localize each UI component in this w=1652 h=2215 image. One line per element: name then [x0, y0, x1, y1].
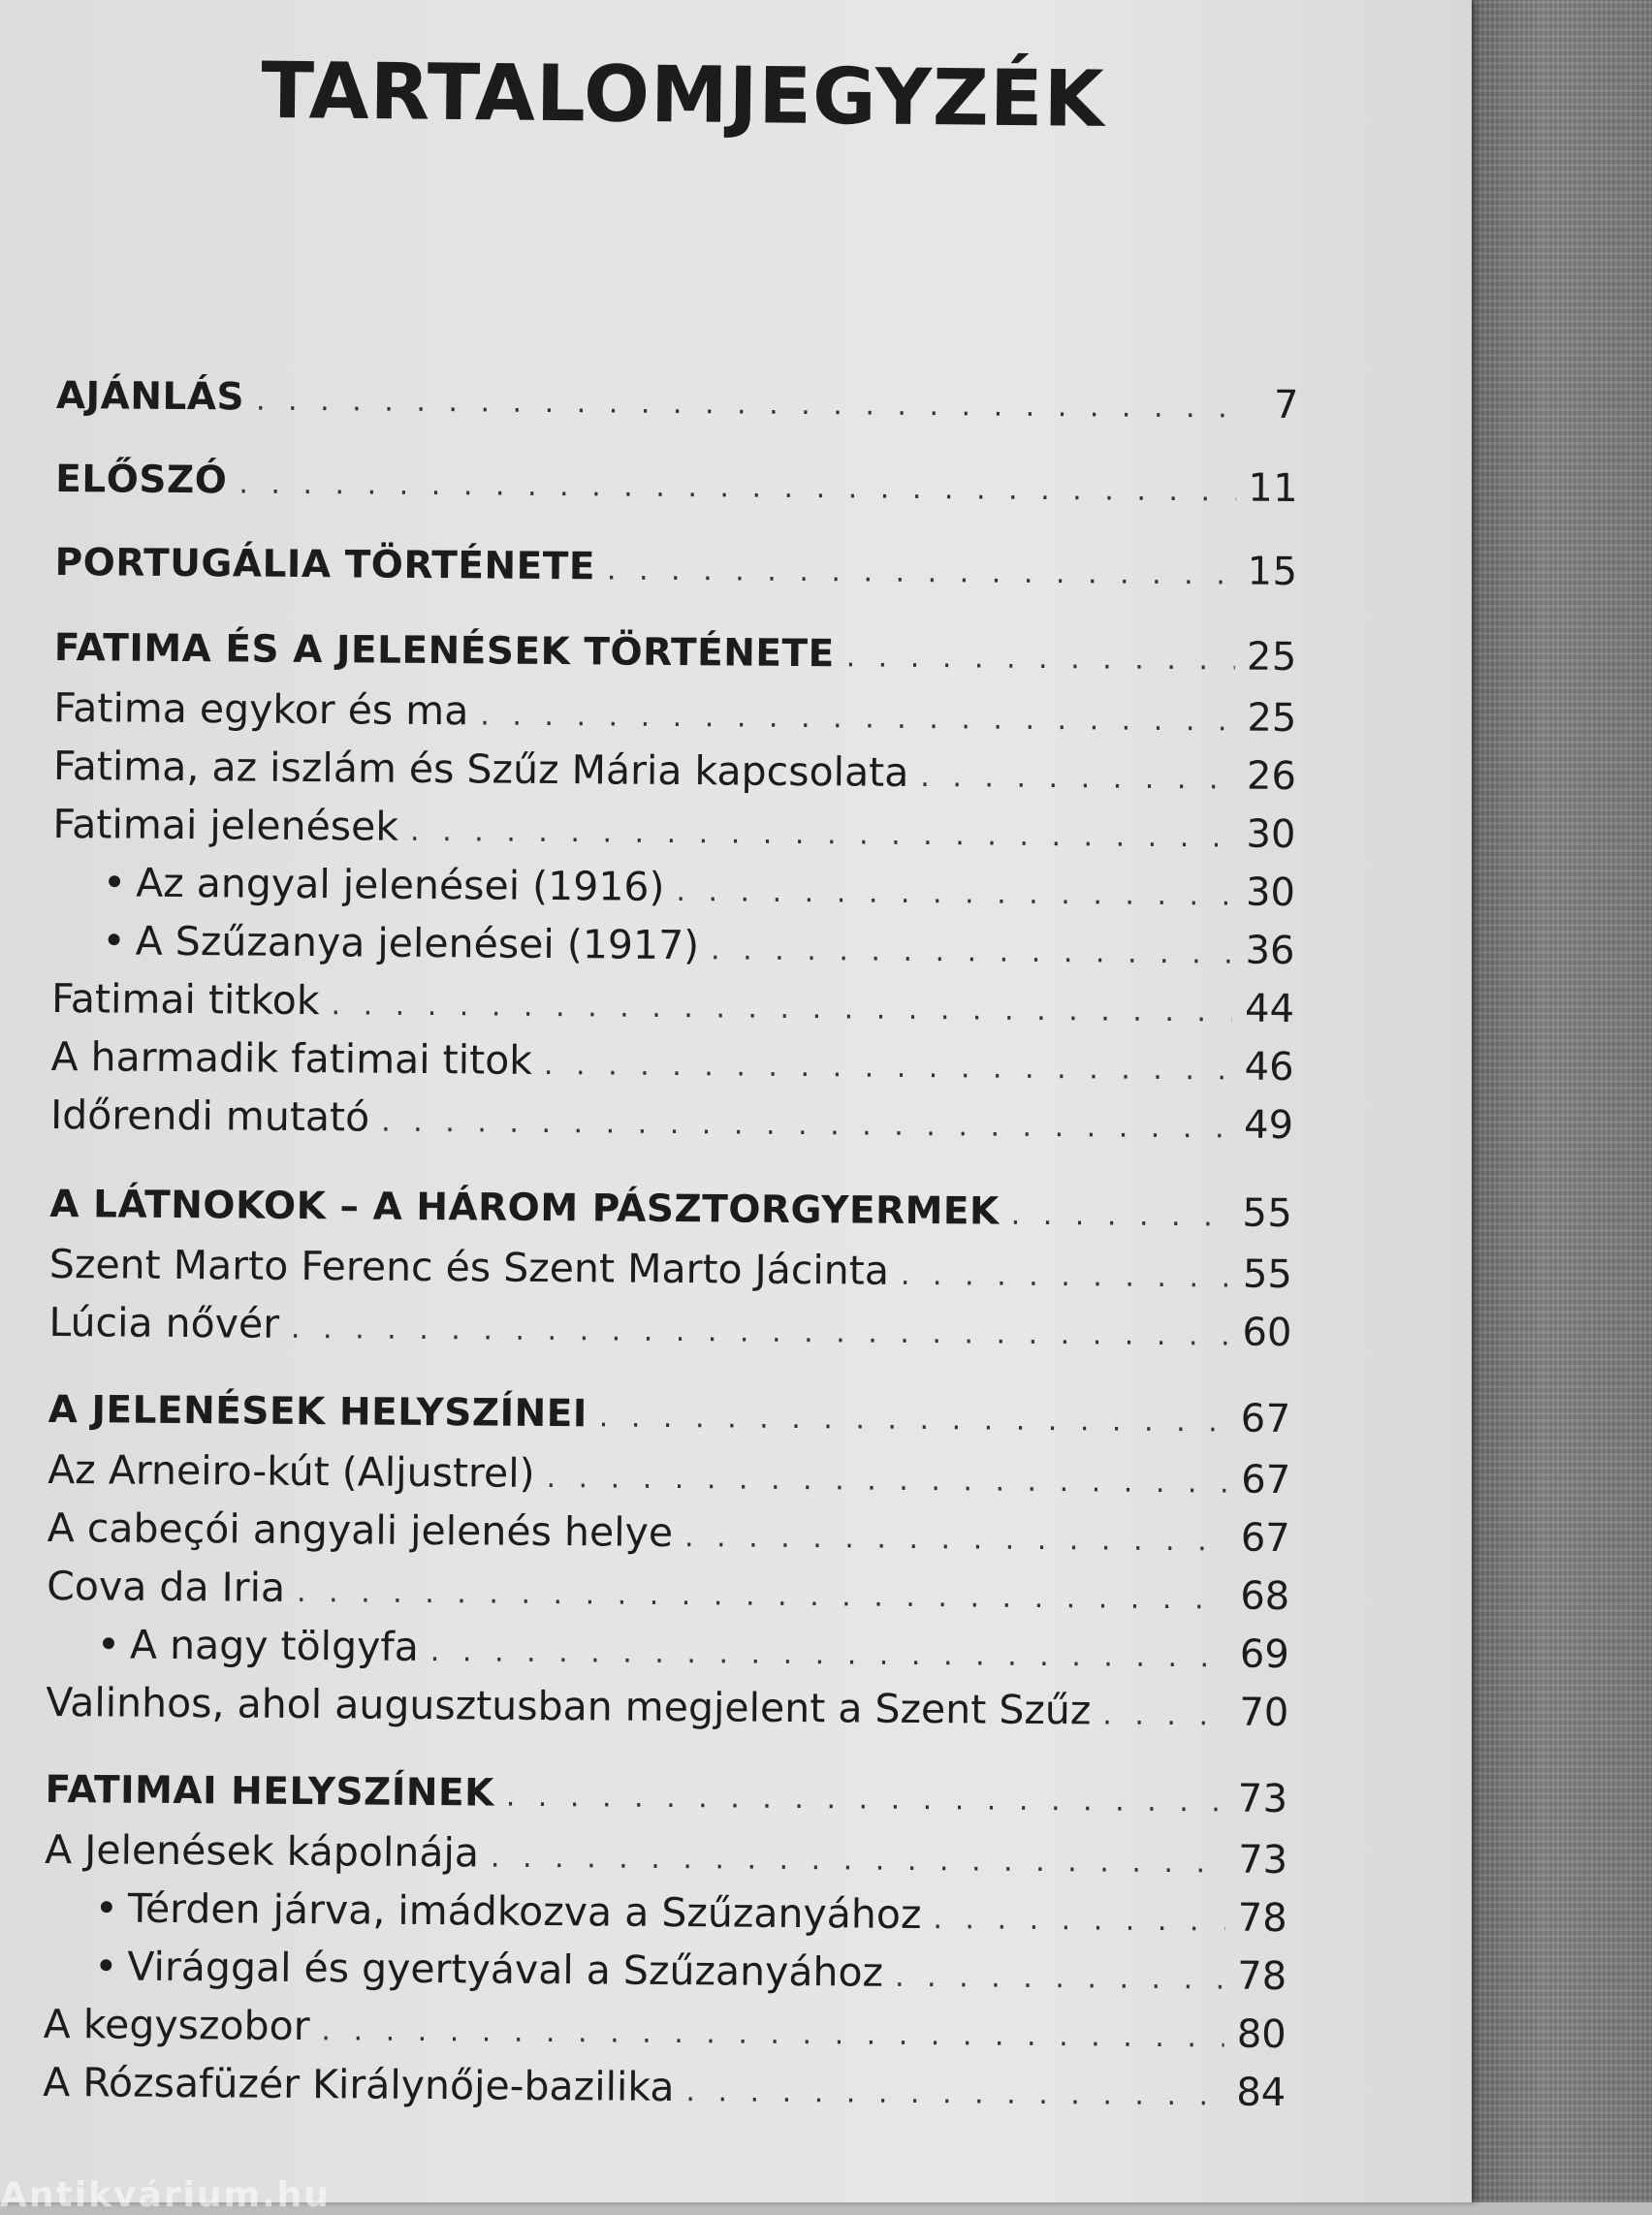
- toc-entry: [46, 1678, 1289, 1736]
- toc-entry-label: Szent Marto Ferenc és Szent Marto Jácinta: [48, 1240, 890, 1294]
- toc-entry-page: 80: [1236, 2011, 1287, 2058]
- toc-entry-text: A nagy tölgyfa: [129, 1621, 420, 1670]
- leader-dots: [607, 555, 1236, 589]
- toc-entry: [48, 1298, 1292, 1356]
- toc-entry-label: Fatimai titkok: [50, 974, 320, 1025]
- toc-entry-page: 73: [1238, 1837, 1288, 1883]
- toc-entry-label: ELŐSZÓ: [55, 457, 228, 503]
- toc-entry-label: AJÁNLÁS: [55, 374, 245, 420]
- toc-entry: [53, 625, 1298, 680]
- toc-entry-page: 68: [1240, 1573, 1290, 1620]
- toc-entry-page: 60: [1242, 1310, 1292, 1356]
- bullet-icon: •: [102, 859, 127, 906]
- toc-entry-page: 84: [1236, 2070, 1287, 2116]
- toc-entry: [49, 1091, 1294, 1149]
- toc-entry-label: A Rózsafüzér Királynője-bazilika: [43, 2058, 675, 2111]
- toc-entry-page: 49: [1243, 1102, 1294, 1149]
- toc-entry-label: A JELENÉSEK HELYSZÍNEI: [48, 1387, 588, 1437]
- toc-entry: [47, 1562, 1290, 1620]
- toc-entry: [52, 800, 1296, 858]
- leader-dots: [256, 387, 1237, 424]
- toc-entry: [44, 1825, 1288, 1883]
- toc-entry-page: 78: [1237, 1953, 1287, 2000]
- toc-entry-label: Fatima egykor és ma: [53, 683, 469, 735]
- toc-entry: [52, 859, 1296, 916]
- toc-entry-label: [51, 917, 700, 969]
- toc-entry-page: 67: [1240, 1396, 1291, 1442]
- toc-entry-label: Lúcia nővér: [48, 1298, 280, 1347]
- toc-entry-page: 30: [1245, 870, 1296, 916]
- toc-entry-label: Fatimai jelenések: [52, 800, 399, 850]
- toc-entry-label: Az Arneiro-kút (Aljustrel): [48, 1445, 535, 1497]
- toc-entry-page: 15: [1247, 549, 1298, 595]
- toc-entry-label: FATIMAI HELYSZÍNEK: [45, 1767, 495, 1816]
- toc-entry: [50, 974, 1295, 1032]
- toc-entry: [50, 1032, 1294, 1091]
- leader-dots: [599, 1403, 1229, 1437]
- leader-dots: [1011, 1201, 1231, 1232]
- toc-entry: [49, 1182, 1293, 1237]
- toc-entry-page: 7: [1273, 382, 1300, 428]
- leader-dots: [410, 817, 1234, 853]
- toc-entry-page: 11: [1248, 465, 1299, 512]
- leader-dots: [711, 935, 1233, 968]
- toc-entry-label: A LÁTNOKOK – A HÁROM PÁSZTORGYERMEK: [49, 1182, 1000, 1234]
- toc-entry-label: PORTUGÁLIA TÖRTÉNETE: [54, 540, 596, 589]
- toc-entry-text: A Szűzanya jelenései (1917): [135, 917, 700, 969]
- toc-entry-label: [52, 859, 665, 910]
- toc-entry-page: 25: [1246, 634, 1298, 680]
- toc-entry-page: 70: [1239, 1690, 1289, 1736]
- leader-dots: [684, 1523, 1228, 1556]
- toc-entry-label: FATIMA ÉS A JELENÉSEK TÖRTÉNETE: [53, 625, 835, 677]
- toc-entry: [48, 1240, 1293, 1298]
- toc-entry-page: 78: [1237, 1895, 1287, 1942]
- leader-dots: [297, 1578, 1227, 1615]
- toc-entry: [52, 742, 1297, 800]
- toc-entry: [55, 374, 1300, 428]
- toc-entry: [51, 917, 1295, 974]
- bullet-icon: •: [94, 1884, 119, 1932]
- toc-entry: [45, 1884, 1287, 1942]
- toc-entry-label: A harmadik fatimai titok: [50, 1032, 533, 1084]
- toc-entry-label: Cova da Iria: [47, 1562, 286, 1611]
- toc-entry-page: 30: [1246, 811, 1296, 858]
- toc-entry-label: [44, 1943, 884, 1996]
- toc-entry-page: 67: [1240, 1515, 1290, 1562]
- bullet-icon: •: [102, 917, 126, 965]
- leader-dots: [506, 1783, 1226, 1818]
- leader-dots: [291, 1314, 1230, 1351]
- leader-dots: [331, 991, 1232, 1027]
- fabric-background: [1470, 0, 1652, 2202]
- toc-entry-page: 73: [1237, 1776, 1288, 1822]
- toc-entry: [44, 1943, 1287, 2000]
- toc-entry-label: A kegyszobor: [43, 2000, 310, 2050]
- toc-entry-page: 67: [1241, 1457, 1291, 1503]
- leader-dots: [238, 469, 1236, 506]
- toc-entry-text: Virággal és gyertyával a Szűzanyához: [127, 1943, 884, 1996]
- toc-entry: [43, 2000, 1287, 2058]
- toc-entry: [54, 540, 1298, 595]
- bullet-icon: •: [96, 1621, 121, 1668]
- toc-entry: [48, 1387, 1291, 1442]
- leader-dots: [544, 1051, 1232, 1086]
- leader-dots: [480, 701, 1234, 736]
- toc-entry: [55, 457, 1299, 512]
- leader-dots: [685, 2077, 1223, 2110]
- toc-entry-label: Fatima, az iszlám és Szűz Mária kapcsolata: [52, 742, 909, 796]
- toc-entry-page: 26: [1246, 753, 1297, 800]
- leader-dots: [321, 2016, 1223, 2052]
- leader-dots: [676, 877, 1233, 911]
- leader-dots: [381, 1108, 1231, 1144]
- toc-entry-page: 55: [1242, 1251, 1293, 1298]
- toc-entry: [43, 2058, 1287, 2116]
- toc-entry-text: Térden járva, imádkozva a Szűzanyához: [127, 1884, 922, 1939]
- leader-dots: [546, 1464, 1228, 1499]
- leader-dots: [430, 1637, 1227, 1672]
- toc-entry: [45, 1767, 1288, 1822]
- leader-dots: [895, 1963, 1224, 1995]
- toc-entry: [53, 683, 1297, 742]
- toc-entry-label: [45, 1884, 922, 1939]
- toc-entry-label: A Jelenések kápolnája: [44, 1825, 480, 1877]
- toc-entry-label: Valinhos, ahol augusztusban megjelent a Szent Szűz: [46, 1678, 1092, 1734]
- bullet-icon: •: [94, 1943, 118, 1990]
- toc-entry-label: A cabeçói angyali jelenés helye: [47, 1503, 674, 1557]
- leader-dots: [1102, 1701, 1226, 1731]
- toc-entry: [47, 1621, 1289, 1678]
- page-title: TARTALOMJEGYZÉK: [260, 45, 1106, 144]
- toc-entry-text: Az angyal jelenései (1916): [135, 859, 665, 910]
- toc-entry-page: 46: [1244, 1044, 1294, 1091]
- toc-entry-page: 55: [1242, 1190, 1293, 1237]
- toc-entry: [47, 1503, 1290, 1562]
- leader-dots: [933, 1905, 1224, 1936]
- toc-entry-label: Időrendi mutató: [49, 1091, 370, 1141]
- toc-entry-page: 69: [1239, 1631, 1289, 1678]
- toc-entry: [48, 1445, 1291, 1503]
- watermark: Antikvárium.hu: [0, 2175, 331, 2215]
- toc-entry-label: [47, 1621, 420, 1670]
- leader-dots: [920, 763, 1234, 795]
- leader-dots: [491, 1844, 1225, 1879]
- toc-entry-page: 25: [1247, 695, 1297, 742]
- toc-entry-page: 36: [1245, 928, 1295, 974]
- toc-entry-page: 44: [1244, 986, 1295, 1032]
- leader-dots: [901, 1261, 1230, 1293]
- leader-dots: [846, 643, 1235, 675]
